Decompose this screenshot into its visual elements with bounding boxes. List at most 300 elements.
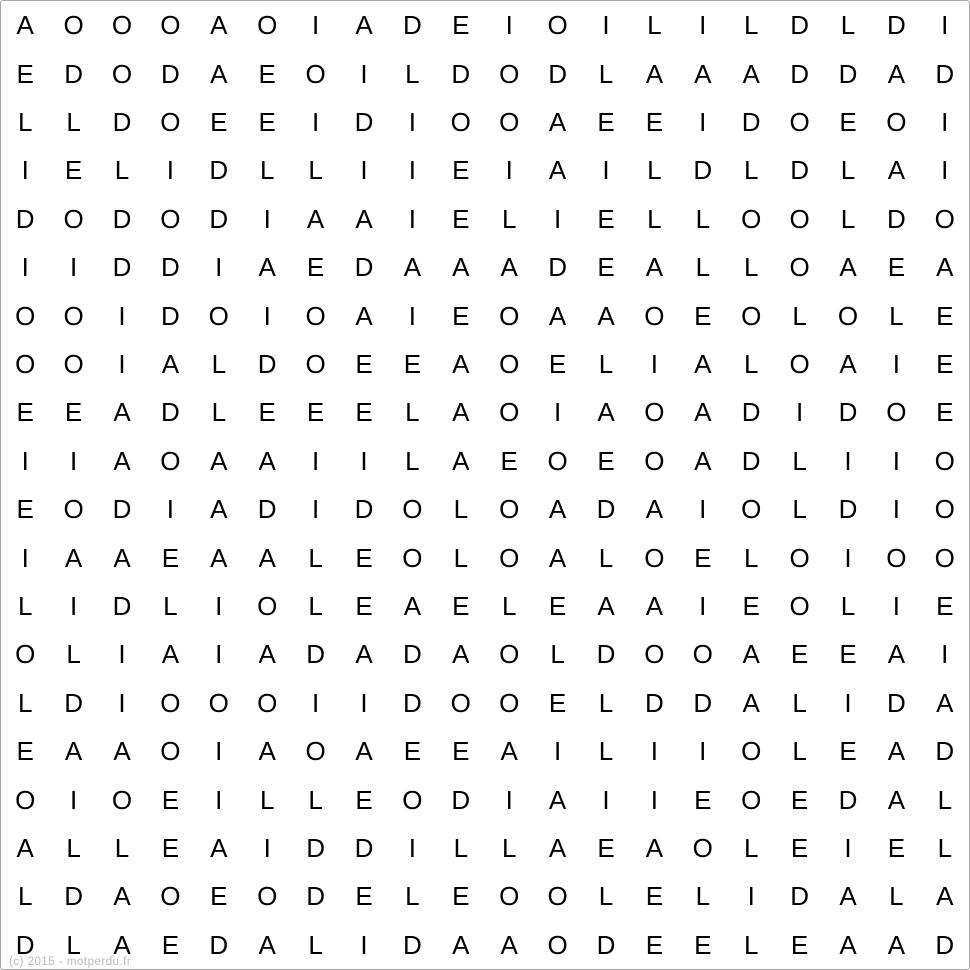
grid-cell[interactable]: E — [645, 929, 664, 960]
grid-cell[interactable]: L — [792, 736, 807, 767]
grid-cell[interactable]: I — [263, 203, 271, 234]
grid-cell[interactable]: A — [403, 252, 422, 283]
grid-cell[interactable]: O — [63, 300, 84, 331]
grid-cell[interactable]: I — [69, 252, 78, 283]
grid-cell[interactable]: E — [452, 155, 470, 186]
grid-cell[interactable]: L — [647, 155, 662, 186]
grid-cell[interactable]: A — [597, 397, 615, 428]
grid-cell[interactable]: I — [408, 832, 416, 863]
grid-cell[interactable]: I — [699, 10, 707, 41]
grid-cell[interactable]: O — [886, 397, 907, 428]
grid-cell[interactable]: E — [161, 929, 180, 960]
grid-cell[interactable]: L — [743, 10, 759, 41]
grid-cell[interactable]: I — [69, 590, 78, 621]
grid-cell[interactable]: A — [645, 494, 664, 525]
grid-cell[interactable]: D — [451, 784, 471, 815]
grid-cell[interactable]: E — [161, 784, 180, 815]
grid-cell[interactable]: I — [553, 397, 562, 428]
grid-cell[interactable]: D — [741, 106, 761, 137]
grid-cell[interactable]: I — [311, 687, 320, 718]
grid-cell[interactable]: I — [311, 10, 320, 41]
grid-cell[interactable]: I — [553, 736, 562, 767]
grid-cell[interactable]: A — [694, 58, 712, 89]
grid-cell[interactable]: A — [210, 10, 228, 41]
grid-cell[interactable]: L — [598, 736, 614, 767]
grid-cell[interactable]: A — [742, 58, 760, 89]
grid-cell[interactable]: E — [306, 397, 325, 428]
grid-cell[interactable]: O — [450, 106, 471, 137]
grid-cell[interactable]: E — [16, 58, 34, 89]
grid-cell[interactable]: L — [163, 590, 178, 621]
grid-cell[interactable]: O — [160, 10, 181, 41]
grid-cell[interactable]: O — [499, 58, 520, 89]
grid-cell[interactable]: O — [547, 10, 568, 41]
grid-cell[interactable]: D — [790, 10, 809, 41]
grid-cell[interactable]: E — [64, 397, 83, 428]
grid-cell[interactable]: D — [354, 252, 374, 283]
grid-cell[interactable]: L — [17, 106, 33, 137]
grid-cell[interactable]: O — [402, 542, 423, 573]
grid-cell[interactable]: L — [743, 542, 759, 573]
grid-cell[interactable]: A — [645, 252, 664, 283]
grid-cell[interactable]: I — [795, 397, 804, 428]
grid-cell[interactable]: E — [355, 881, 373, 912]
grid-cell[interactable]: O — [402, 784, 423, 815]
grid-cell[interactable]: I — [166, 155, 174, 186]
grid-cell[interactable]: A — [113, 929, 131, 960]
grid-cell[interactable]: A — [548, 494, 567, 525]
grid-cell[interactable]: O — [15, 348, 36, 379]
grid-cell[interactable]: L — [792, 300, 807, 331]
grid-cell[interactable]: O — [499, 881, 520, 912]
grid-cell[interactable]: L — [211, 348, 227, 379]
grid-cell[interactable]: O — [741, 203, 762, 234]
grid-cell[interactable]: E — [597, 445, 615, 476]
grid-cell[interactable]: O — [741, 784, 762, 815]
grid-cell[interactable]: E — [790, 784, 809, 815]
grid-cell[interactable]: D — [354, 832, 374, 863]
grid-cell[interactable]: A — [936, 252, 954, 283]
grid-cell[interactable]: A — [355, 639, 373, 670]
grid-cell[interactable]: D — [838, 494, 858, 525]
grid-cell[interactable]: A — [887, 929, 906, 960]
grid-cell[interactable]: D — [838, 58, 858, 89]
grid-cell[interactable]: I — [941, 106, 949, 137]
grid-cell[interactable]: L — [598, 687, 614, 718]
grid-cell[interactable]: O — [160, 203, 181, 234]
grid-cell[interactable]: A — [887, 784, 906, 815]
grid-cell[interactable]: I — [21, 542, 29, 573]
grid-cell[interactable]: D — [161, 58, 180, 89]
grid-cell[interactable]: O — [837, 300, 859, 331]
grid-cell[interactable]: E — [16, 397, 34, 428]
grid-cell[interactable]: O — [692, 639, 713, 670]
grid-cell[interactable]: A — [355, 10, 373, 41]
grid-cell[interactable]: O — [15, 639, 36, 670]
grid-cell[interactable]: D — [209, 203, 229, 234]
grid-cell[interactable]: O — [644, 397, 665, 428]
grid-cell[interactable]: O — [934, 494, 955, 525]
grid-cell[interactable]: A — [355, 300, 373, 331]
grid-cell[interactable]: D — [112, 494, 132, 525]
grid-cell[interactable]: I — [118, 348, 126, 379]
grid-cell[interactable]: O — [789, 106, 810, 137]
grid-cell[interactable]: L — [792, 494, 807, 525]
grid-cell[interactable]: I — [215, 639, 223, 670]
grid-cell[interactable]: E — [306, 252, 325, 283]
grid-cell[interactable]: O — [644, 445, 665, 476]
grid-cell[interactable]: E — [694, 784, 712, 815]
grid-cell[interactable]: L — [17, 881, 33, 912]
grid-cell[interactable]: E — [645, 881, 664, 912]
grid-cell[interactable]: O — [160, 736, 181, 767]
grid-cell[interactable]: A — [548, 542, 567, 573]
grid-cell[interactable]: D — [306, 832, 325, 863]
grid-cell[interactable]: E — [887, 832, 906, 863]
grid-cell[interactable]: E — [355, 348, 373, 379]
grid-cell[interactable]: O — [305, 58, 326, 89]
grid-cell[interactable]: E — [210, 106, 228, 137]
grid-cell[interactable]: E — [790, 929, 809, 960]
grid-cell[interactable]: D — [354, 494, 374, 525]
grid-cell[interactable]: D — [790, 58, 809, 89]
grid-cell[interactable]: E — [839, 736, 857, 767]
grid-cell[interactable]: A — [258, 445, 276, 476]
grid-cell[interactable]: D — [790, 881, 809, 912]
grid-cell[interactable]: L — [453, 494, 469, 525]
grid-cell[interactable]: E — [452, 736, 470, 767]
grid-cell[interactable]: D — [112, 590, 132, 621]
grid-cell[interactable]: O — [789, 590, 810, 621]
grid-cell[interactable]: D — [548, 58, 567, 89]
grid-cell[interactable]: I — [892, 494, 900, 525]
grid-cell[interactable]: A — [694, 348, 712, 379]
grid-cell[interactable]: D — [790, 155, 809, 186]
grid-cell[interactable]: L — [66, 639, 81, 670]
grid-cell[interactable]: E — [887, 252, 906, 283]
grid-cell[interactable]: L — [66, 106, 81, 137]
grid-cell[interactable]: D — [64, 687, 83, 718]
grid-cell[interactable]: A — [210, 445, 228, 476]
grid-cell[interactable]: E — [452, 590, 470, 621]
grid-cell[interactable]: L — [743, 348, 759, 379]
grid-cell[interactable]: D — [741, 397, 761, 428]
grid-cell[interactable]: A — [113, 397, 131, 428]
grid-cell[interactable]: D — [693, 687, 713, 718]
grid-cell[interactable]: A — [694, 445, 712, 476]
grid-cell[interactable]: L — [550, 639, 565, 670]
grid-cell[interactable]: I — [699, 106, 707, 137]
grid-cell[interactable]: L — [405, 58, 420, 89]
grid-cell[interactable]: O — [63, 203, 84, 234]
grid-cell[interactable]: O — [305, 348, 326, 379]
grid-cell[interactable]: E — [355, 542, 373, 573]
grid-cell[interactable]: A — [500, 929, 518, 960]
grid-cell[interactable]: L — [743, 252, 759, 283]
grid-cell[interactable]: A — [258, 542, 276, 573]
grid-cell[interactable]: D — [596, 494, 616, 525]
grid-cell[interactable]: D — [257, 494, 277, 525]
grid-cell[interactable]: O — [789, 203, 810, 234]
grid-cell[interactable]: D — [15, 929, 35, 960]
grid-cell[interactable]: O — [257, 881, 278, 912]
grid-cell[interactable]: A — [64, 736, 83, 767]
grid-cell[interactable]: O — [15, 300, 36, 331]
grid-cell[interactable]: L — [453, 832, 469, 863]
grid-cell[interactable]: D — [741, 445, 761, 476]
grid-cell[interactable]: A — [452, 252, 470, 283]
grid-cell[interactable]: O — [63, 494, 84, 525]
grid-cell[interactable]: I — [699, 494, 707, 525]
grid-cell[interactable]: I — [21, 445, 29, 476]
grid-cell[interactable]: I — [263, 300, 271, 331]
grid-cell[interactable]: A — [64, 542, 83, 573]
grid-cell[interactable]: O — [402, 494, 423, 525]
grid-cell[interactable]: A — [452, 639, 470, 670]
grid-cell[interactable]: O — [741, 494, 762, 525]
grid-cell[interactable]: I — [360, 929, 368, 960]
grid-cell[interactable]: A — [597, 590, 615, 621]
grid-cell[interactable]: L — [647, 10, 662, 41]
grid-cell[interactable]: O — [160, 881, 181, 912]
grid-cell[interactable]: D — [306, 881, 325, 912]
grid-cell[interactable]: I — [844, 542, 852, 573]
grid-cell[interactable]: O — [644, 639, 665, 670]
grid-cell[interactable]: O — [499, 300, 520, 331]
grid-cell[interactable]: L — [405, 881, 420, 912]
grid-cell[interactable]: I — [844, 832, 852, 863]
grid-cell[interactable]: L — [308, 784, 323, 815]
grid-cell[interactable]: E — [355, 397, 373, 428]
grid-cell[interactable]: E — [694, 542, 712, 573]
grid-cell[interactable]: I — [215, 252, 223, 283]
grid-cell[interactable]: D — [64, 881, 83, 912]
grid-cell[interactable]: O — [547, 445, 568, 476]
grid-cell[interactable]: A — [161, 639, 180, 670]
grid-cell[interactable]: D — [161, 300, 180, 331]
grid-cell[interactable]: I — [892, 348, 900, 379]
grid-cell[interactable]: I — [263, 832, 271, 863]
grid-cell[interactable]: I — [360, 155, 368, 186]
grid-cell[interactable]: I — [215, 784, 223, 815]
grid-cell[interactable]: E — [452, 10, 470, 41]
grid-cell[interactable]: O — [499, 494, 520, 525]
grid-cell[interactable]: D — [64, 58, 83, 89]
grid-cell[interactable]: E — [790, 832, 809, 863]
grid-cell[interactable]: I — [602, 10, 610, 41]
grid-cell[interactable]: O — [450, 687, 471, 718]
grid-cell[interactable]: A — [113, 445, 131, 476]
grid-cell[interactable]: O — [160, 687, 181, 718]
grid-cell[interactable]: A — [210, 542, 228, 573]
grid-cell[interactable]: O — [499, 542, 520, 573]
grid-cell[interactable]: I — [118, 639, 126, 670]
grid-cell[interactable]: L — [66, 929, 81, 960]
grid-cell[interactable]: L — [792, 687, 807, 718]
grid-cell[interactable]: E — [452, 881, 470, 912]
grid-cell[interactable]: O — [547, 881, 568, 912]
grid-cell[interactable]: O — [208, 687, 229, 718]
grid-cell[interactable]: A — [742, 687, 760, 718]
grid-cell[interactable]: I — [360, 58, 368, 89]
grid-cell[interactable]: L — [840, 155, 856, 186]
grid-cell[interactable]: E — [500, 445, 518, 476]
grid-cell[interactable]: A — [113, 542, 131, 573]
grid-cell[interactable]: A — [645, 832, 664, 863]
grid-cell[interactable]: O — [692, 832, 713, 863]
grid-cell[interactable]: L — [840, 203, 856, 234]
grid-cell[interactable]: E — [548, 687, 567, 718]
grid-cell[interactable]: D — [161, 252, 180, 283]
grid-cell[interactable]: L — [598, 881, 614, 912]
grid-cell[interactable]: A — [113, 736, 131, 767]
grid-cell[interactable]: A — [645, 590, 664, 621]
grid-cell[interactable]: A — [742, 639, 760, 670]
grid-cell[interactable]: A — [16, 832, 34, 863]
grid-cell[interactable]: I — [602, 155, 610, 186]
grid-cell[interactable]: L — [792, 445, 807, 476]
grid-cell[interactable]: D — [209, 929, 229, 960]
grid-cell[interactable]: A — [452, 929, 470, 960]
grid-cell[interactable]: E — [839, 639, 857, 670]
grid-cell[interactable]: L — [308, 929, 323, 960]
grid-cell[interactable]: E — [210, 881, 228, 912]
grid-cell[interactable]: O — [886, 106, 907, 137]
grid-cell[interactable]: E — [452, 300, 470, 331]
grid-cell[interactable]: O — [257, 10, 278, 41]
grid-cell[interactable]: O — [111, 10, 133, 41]
grid-cell[interactable]: I — [408, 300, 416, 331]
grid-cell[interactable]: I — [892, 445, 900, 476]
grid-cell[interactable]: I — [69, 784, 78, 815]
grid-cell[interactable]: I — [699, 590, 707, 621]
grid-cell[interactable]: O — [644, 300, 665, 331]
grid-cell[interactable]: I — [311, 445, 320, 476]
grid-cell[interactable]: D — [403, 10, 422, 41]
grid-cell[interactable]: D — [935, 929, 955, 960]
grid-cell[interactable]: L — [889, 300, 904, 331]
grid-cell[interactable]: A — [258, 929, 276, 960]
grid-cell[interactable]: L — [743, 832, 759, 863]
grid-cell[interactable]: L — [17, 590, 33, 621]
grid-cell[interactable]: A — [306, 203, 325, 234]
grid-cell[interactable]: D — [596, 639, 616, 670]
grid-cell[interactable]: D — [935, 58, 955, 89]
grid-cell[interactable]: E — [790, 639, 809, 670]
grid-cell[interactable]: O — [111, 784, 133, 815]
grid-cell[interactable]: E — [597, 203, 615, 234]
grid-cell[interactable]: A — [839, 929, 857, 960]
grid-cell[interactable]: L — [743, 155, 759, 186]
grid-cell[interactable]: E — [839, 106, 857, 137]
grid-cell[interactable]: L — [598, 348, 614, 379]
grid-cell[interactable]: A — [839, 881, 857, 912]
grid-cell[interactable]: O — [789, 348, 810, 379]
grid-cell[interactable]: L — [501, 590, 517, 621]
grid-cell[interactable]: L — [259, 784, 275, 815]
grid-cell[interactable]: L — [17, 687, 33, 718]
grid-cell[interactable]: I — [69, 445, 78, 476]
grid-cell[interactable]: E — [936, 348, 954, 379]
grid-cell[interactable]: O — [934, 203, 955, 234]
grid-cell[interactable]: D — [15, 203, 35, 234]
grid-cell[interactable]: A — [500, 252, 518, 283]
grid-cell[interactable]: A — [258, 252, 276, 283]
grid-cell[interactable]: O — [741, 300, 762, 331]
grid-cell[interactable]: L — [308, 155, 323, 186]
grid-cell[interactable]: I — [166, 494, 174, 525]
grid-cell[interactable]: O — [886, 542, 907, 573]
grid-cell[interactable]: O — [305, 736, 326, 767]
grid-cell[interactable]: E — [258, 397, 276, 428]
grid-cell[interactable]: E — [161, 542, 180, 573]
grid-cell[interactable]: A — [597, 300, 615, 331]
grid-cell[interactable]: A — [210, 494, 228, 525]
grid-cell[interactable]: L — [405, 397, 420, 428]
grid-cell[interactable]: D — [838, 784, 858, 815]
grid-cell[interactable]: I — [941, 155, 949, 186]
grid-cell[interactable]: I — [408, 203, 416, 234]
grid-cell[interactable]: A — [887, 155, 906, 186]
grid-cell[interactable]: O — [257, 590, 278, 621]
grid-cell[interactable]: I — [892, 590, 900, 621]
grid-cell[interactable]: A — [548, 832, 567, 863]
grid-cell[interactable]: O — [644, 542, 665, 573]
grid-cell[interactable]: I — [941, 639, 949, 670]
grid-cell[interactable]: I — [118, 687, 126, 718]
grid-cell[interactable]: D — [935, 736, 955, 767]
grid-cell[interactable]: D — [693, 155, 713, 186]
grid-cell[interactable]: L — [598, 542, 614, 573]
grid-cell[interactable]: A — [452, 445, 470, 476]
grid-cell[interactable]: O — [63, 10, 84, 41]
grid-cell[interactable]: E — [597, 832, 615, 863]
grid-cell[interactable]: O — [499, 687, 520, 718]
grid-cell[interactable]: E — [597, 106, 615, 137]
grid-cell[interactable]: E — [936, 590, 954, 621]
grid-cell[interactable]: L — [405, 445, 420, 476]
grid-cell[interactable]: A — [258, 736, 276, 767]
grid-cell[interactable]: L — [114, 832, 130, 863]
grid-cell[interactable]: I — [311, 494, 320, 525]
grid-cell[interactable]: L — [308, 590, 323, 621]
grid-cell[interactable]: A — [887, 736, 906, 767]
grid-cell[interactable]: D — [451, 58, 471, 89]
grid-cell[interactable]: O — [547, 929, 568, 960]
grid-cell[interactable]: D — [112, 252, 132, 283]
grid-cell[interactable]: O — [63, 348, 84, 379]
grid-cell[interactable]: L — [743, 929, 759, 960]
grid-cell[interactable]: D — [161, 397, 180, 428]
grid-cell[interactable]: E — [403, 736, 422, 767]
grid-cell[interactable]: I — [650, 736, 658, 767]
grid-cell[interactable]: I — [360, 445, 368, 476]
grid-cell[interactable]: E — [694, 929, 712, 960]
grid-cell[interactable]: A — [887, 58, 906, 89]
grid-cell[interactable]: O — [15, 784, 36, 815]
grid-cell[interactable]: A — [403, 590, 422, 621]
grid-cell[interactable]: I — [844, 445, 852, 476]
grid-cell[interactable]: O — [789, 252, 810, 283]
grid-cell[interactable]: L — [114, 155, 130, 186]
grid-cell[interactable]: E — [355, 784, 373, 815]
grid-cell[interactable]: I — [408, 155, 416, 186]
grid-cell[interactable]: L — [937, 784, 953, 815]
grid-cell[interactable]: O — [111, 58, 133, 89]
grid-cell[interactable]: E — [936, 397, 954, 428]
grid-cell[interactable]: I — [215, 590, 223, 621]
grid-cell[interactable]: A — [161, 348, 180, 379]
